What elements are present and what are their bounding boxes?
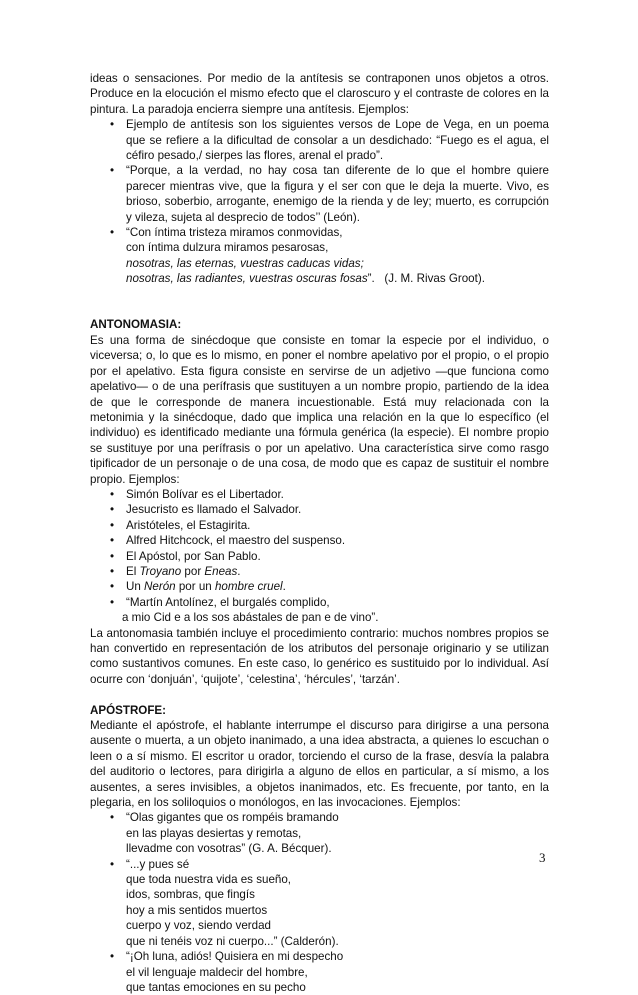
list-item [90, 487, 549, 502]
bullet-icon: • [110, 950, 115, 964]
text-fragment: Eneas [204, 564, 238, 578]
list-item [90, 595, 549, 610]
list-item-text: “Porque, a la verdad, no hay cosa tan diferente de lo que el hombre quiere parecer mientras vive, que la figura y el ser con que le deja la muerte. Vivo, es brioso, soberbio, arrogante, enemigo de la rienda y de ley; muerto, es corrupción y vileza, sujeta al desprecio de todos’’ (León). [126, 164, 549, 224]
poem-line: “Olas gigantes que os rompéis bramando [126, 811, 339, 825]
list-item-text: Jesucristo es llamado el Salvador. [126, 503, 302, 517]
poem-continuation: a mio Cid e a los sos abástales de pan e de vino”. [122, 611, 379, 625]
text-fragment: Un [126, 580, 145, 594]
list-item [90, 949, 549, 995]
text-fragment: Nerón [144, 580, 176, 594]
bullet-icon: • [110, 503, 115, 517]
page-number: 3 [539, 850, 546, 865]
apostrofe-paragraph: Mediante el apóstrofe, el hablante interrumpe el discurso para dirigirse a una persona ausente o muerta, a un objeto inanimado, a una idea abstracta, a quienes lo escuchan o leen o a sí mismo. El escritor u orador, torciendo el curso de la frase, desvía la palabra del auditorio o lectores, para dirigirla a alguno de ellos en particular, a sí mismo, a los ausentes, a seres invisibles, a objetos inanimados, etc. Es frecuente, por tanto, en la plegaria, en los soliloquios o monólogos, en las invocaciones. Ejemplos: [90, 719, 549, 810]
poem-line: cuerpo y voz, siendo verdad [126, 919, 272, 933]
poem-line: “¡Oh luna, adiós! Quisiera en mi despecho [126, 950, 344, 964]
text-fragment: por un [175, 580, 215, 594]
list-item [90, 518, 549, 533]
list-item-text: “Martín Antolínez, el burgalés complido, [126, 595, 330, 609]
list-item [90, 533, 549, 548]
text-fragment: hombre cruel [214, 580, 283, 594]
bullet-icon: • [110, 164, 115, 178]
poem-author: (J. M. Rivas Groot). [384, 272, 485, 286]
list-item-text: Aristóteles, el Estagirita. [126, 518, 251, 532]
antitesis-examples-list [90, 117, 549, 286]
list-item-text: Alfred Hitchcock, el maestro del suspenso. [126, 534, 346, 548]
antonomasia-paragraph: Es una forma de sinécdoque que consiste en tomar la especie por el individuo, o viceversa; o, lo que es lo mismo, en poner el nombre apelativo por el propio, o el propio por el apelativo. Esta figura consiste en servirse de un adjetivo —que funciona como apelativo— o de una perífrasis que sustituyen a un nombre propio, partiendo de la idea de que le corresponde de manera incuestionable. Está muy relacionada con la metonimia y la sinécdoque, dado que implica una relación en la que lo específico (el individuo) es identificado mediante una fórmula genérica (la especie). El nombre propio se sustituye por una perífrasis o por un apelativo. Una característica sirve como rasgo tipificador de un personaje o de una cosa, de modo que es capaz de sustituir el nombre propio. Ejemplos: [90, 333, 549, 486]
list-item-text: Ejemplo de antítesis son los siguientes versos de Lope de Vega, en un poema que se refiere a la dificultad de consolar a un desdichado: “Fuego es el agua, el céfiro pesado,/ sierpes las flores, arenal el prado”. [126, 118, 549, 163]
text-fragment: . [237, 564, 241, 578]
bullet-icon: • [110, 487, 115, 501]
poem-line-end: ”. [367, 272, 375, 286]
antonomasia-examples-list [90, 487, 549, 610]
poem-line: llevadme con vosotras” (G. A. Bécquer). [126, 842, 332, 856]
list-item [90, 117, 549, 163]
spacer [90, 687, 549, 702]
text-fragment: El [126, 564, 140, 578]
list-item [90, 549, 549, 564]
bullet-icon: • [110, 857, 115, 871]
poem-line-text: nosotras, las eternas, vuestras caducas vidas; [126, 256, 364, 270]
bullet-icon: • [110, 811, 115, 825]
document-page [90, 71, 549, 995]
bullet-icon: • [110, 549, 115, 563]
list-item [90, 502, 549, 517]
bullet-icon: • [110, 534, 115, 548]
intro-paragraph: ideas o sensaciones. Por medio de la antítesis se contraponen unos objetos a otros. Produce en la elocución el mismo efecto que el claroscuro y el contraste de colores en la pintura. La paradoja encierra siempre una antítesis. Ejemplos: [90, 72, 549, 116]
spacer [90, 287, 549, 302]
bullet-icon: • [110, 564, 115, 578]
poem-line: el vil lenguaje maldecir del hombre, [126, 965, 308, 979]
list-item [90, 810, 549, 856]
poem-line: que toda nuestra vida es sueño, [126, 873, 292, 887]
poem-line: que tantas emociones en su pecho [126, 980, 306, 994]
poem-line: con íntima dulzura miramos pesarosas, [126, 241, 329, 255]
spacer [90, 302, 549, 317]
poem-line: “...y pues sé [126, 857, 190, 871]
section-heading-antonomasia: ANTONOMASIA: [90, 318, 182, 332]
text-fragment: por [181, 564, 205, 578]
section-heading-apostrofe: APÓSTROFE: [90, 703, 167, 717]
poem-line-text: nosotras, las radiantes, vuestras oscuras fosas [126, 272, 368, 286]
bullet-icon: • [110, 580, 115, 594]
poem-line: que ni tenéis voz ni cuerpo...” (Calderón). [126, 934, 339, 948]
poem-line [126, 256, 549, 271]
poem-line: en las playas desiertas y remotas, [126, 826, 302, 840]
bullet-icon: • [110, 118, 115, 132]
bullet-icon: • [110, 226, 115, 240]
list-item-text: El Apóstol, por San Pablo. [126, 549, 261, 563]
poem-line: idos, sombras, que fingís [126, 888, 255, 902]
poem-line [126, 271, 549, 286]
list-item [90, 225, 549, 287]
text-fragment: . [282, 580, 286, 594]
list-item-text: Simón Bolívar es el Libertador. [126, 487, 284, 501]
antonomasia-paragraph-2: La antonomasia también incluye el procedimiento contrario: muchos nombres propios se han convertido en representación de los atributos del personaje originario y se utilizan como sustantivos comunes. En este caso, lo genérico es sustituido por lo individual. Así ocurre con ‘donjuán’, ‘quijote’, ‘celestina’, ‘hércules’, ‘tarzán’. [90, 626, 549, 686]
text-fragment: Troyano [139, 564, 182, 578]
poem-line: “Con íntima tristeza miramos conmovidas, [126, 226, 343, 240]
list-item [90, 163, 549, 225]
list-item [90, 564, 549, 579]
bullet-icon: • [110, 518, 115, 532]
poem-line: hoy a mis sentidos muertos [126, 903, 268, 917]
bullet-icon: • [110, 595, 115, 609]
list-item [90, 579, 549, 594]
